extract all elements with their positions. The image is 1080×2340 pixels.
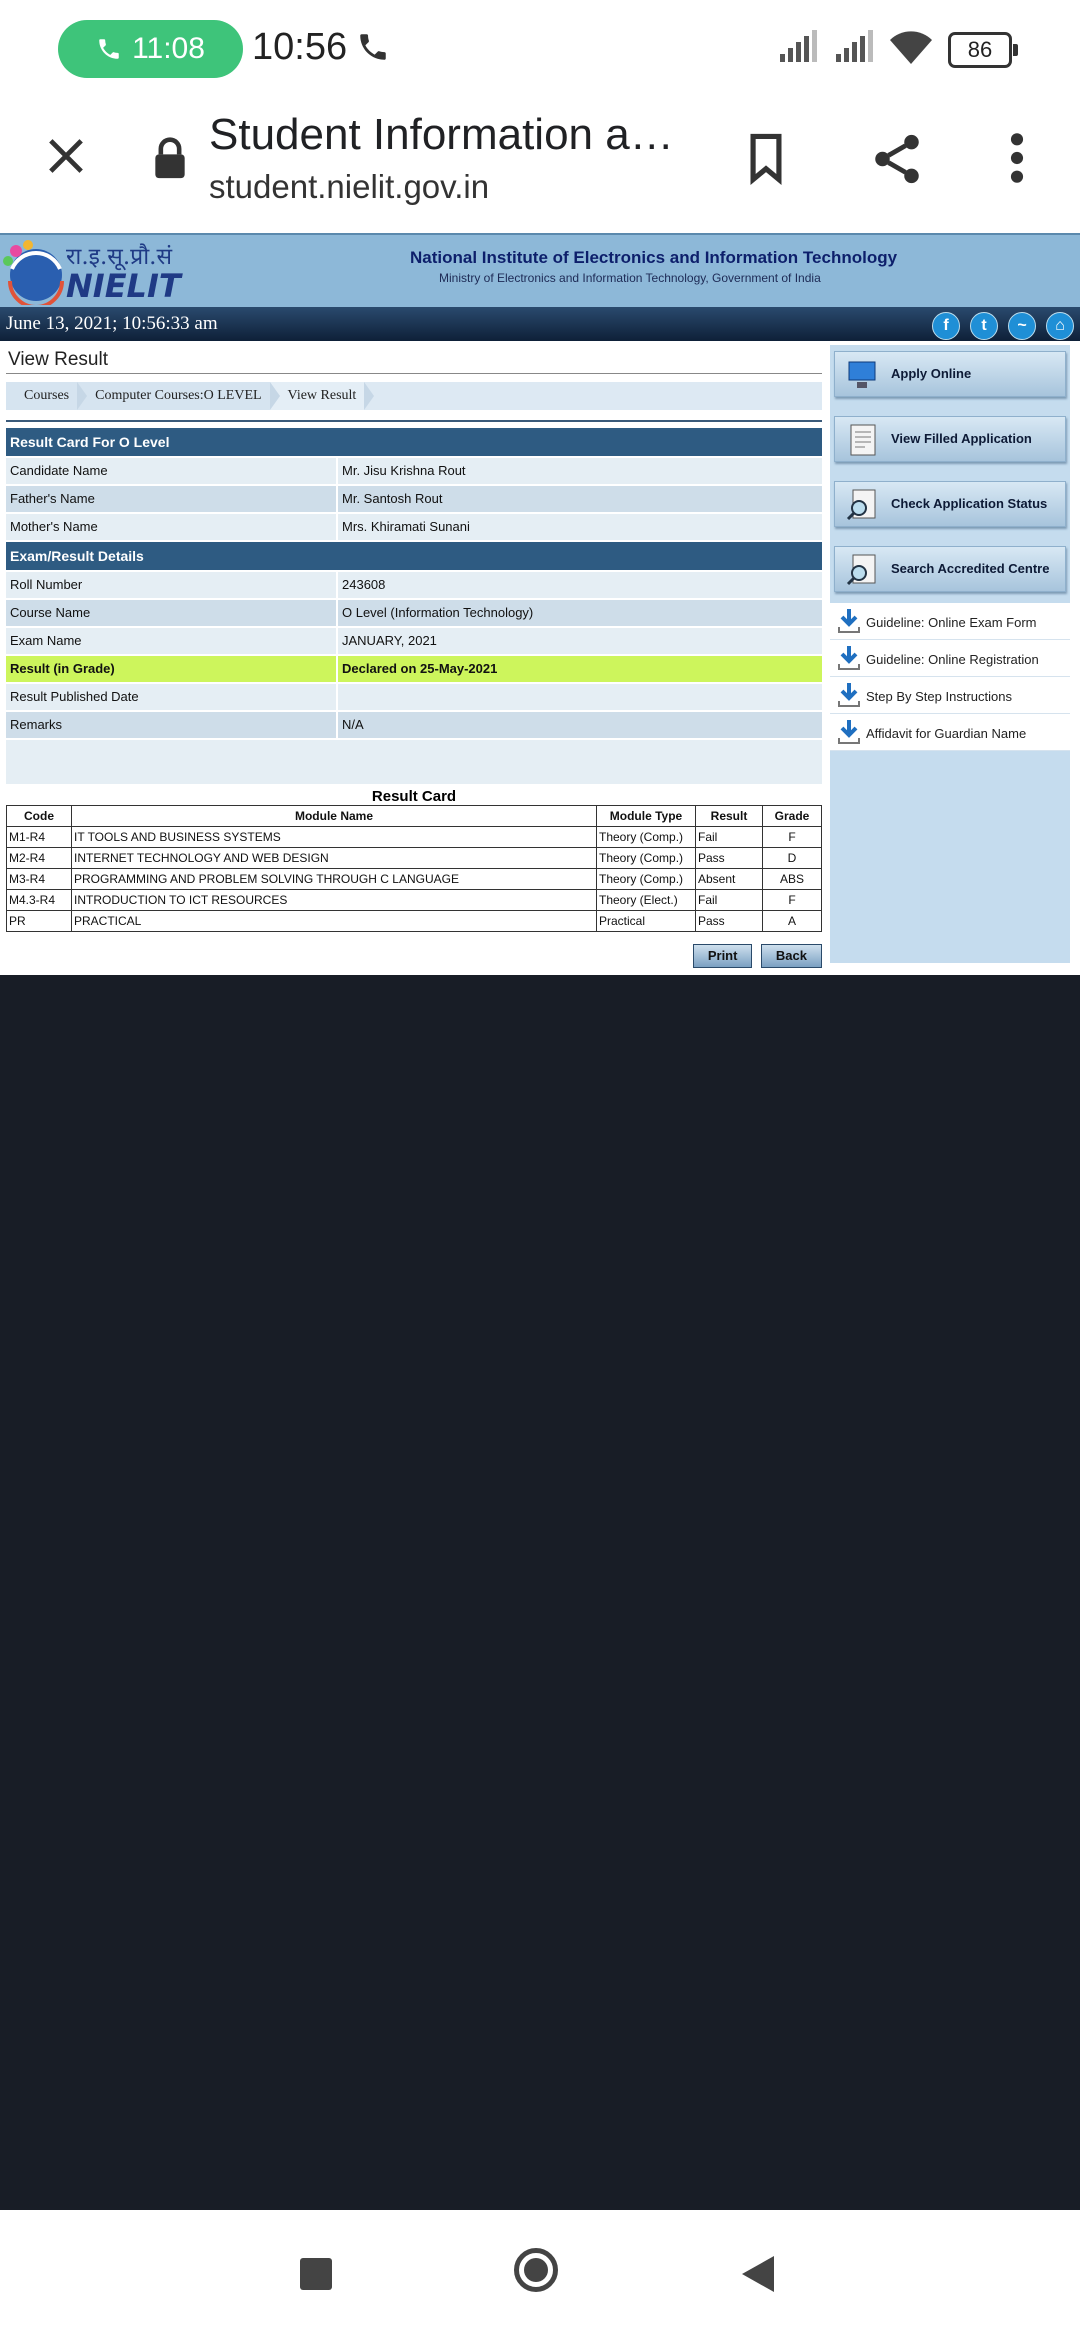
download-link-label: Step By Step Instructions — [866, 689, 1012, 704]
row-label: Exam Name — [10, 633, 82, 648]
more-options-icon[interactable] — [1000, 130, 1034, 186]
back-button[interactable]: Back — [761, 944, 822, 968]
download-link[interactable] — [830, 640, 1070, 677]
spacer-row — [6, 740, 822, 784]
cell-code: M3-R4 — [7, 869, 72, 890]
info-row — [6, 684, 822, 710]
cell-module-name: PROGRAMMING AND PROBLEM SOLVING THROUGH C LANGUAGE — [72, 869, 597, 890]
cell-module-type: Theory (Comp.) — [597, 848, 696, 869]
cell-code: M4.3-R4 — [7, 890, 72, 911]
download-icon — [836, 681, 862, 709]
site-header — [0, 233, 1080, 309]
row-label: Course Name — [10, 605, 91, 620]
phone-icon — [356, 30, 390, 64]
cell-grade: F — [763, 890, 822, 911]
date-bar — [0, 307, 1080, 341]
download-icon — [836, 644, 862, 672]
row-label: Result Published Date — [10, 689, 139, 704]
info-row — [6, 712, 822, 738]
download-link-label: Affidavit for Guardian Name — [866, 726, 1027, 741]
cell-result: Fail — [696, 890, 763, 911]
print-button[interactable]: Print — [693, 944, 753, 968]
sidebar-button-label: Apply Online — [891, 366, 972, 381]
table-row — [7, 890, 822, 911]
clock: 10:56 — [252, 26, 348, 68]
back-nav-button[interactable] — [742, 2256, 774, 2292]
battery-indicator: 86 — [948, 32, 1012, 68]
view-filled-application-button[interactable] — [834, 416, 1066, 462]
call-timer: 11:08 — [132, 32, 205, 65]
breadcrumb-o-level[interactable]: Computer Courses:O LEVEL — [77, 382, 269, 410]
cell-module-type: Theory (Comp.) — [597, 869, 696, 890]
cell-module-type: Theory (Comp.) — [597, 827, 696, 848]
row-label: Remarks — [10, 717, 63, 732]
search-icon — [845, 553, 881, 587]
row-label: Father's Name — [10, 491, 95, 506]
section-heading-exam-details: Exam/Result Details — [6, 542, 822, 570]
facebook-icon[interactable]: f — [932, 312, 960, 340]
web-page — [0, 233, 1080, 975]
sidebar-button-label: Search Accredited Centre — [891, 561, 1050, 576]
row-label: Candidate Name — [10, 463, 108, 478]
cell-module-name: PRACTICAL — [72, 911, 597, 932]
column-header: Module Type — [597, 806, 696, 827]
cell-module-name: IT TOOLS AND BUSINESS SYSTEMS — [72, 827, 597, 848]
column-header: Module Name — [72, 806, 597, 827]
cell-grade: D — [763, 848, 822, 869]
row-label: Mother's Name — [10, 519, 98, 534]
action-buttons — [6, 944, 822, 968]
home-button[interactable] — [514, 2248, 558, 2292]
row-value: Mrs. Khiramati Sunani — [336, 514, 822, 540]
phone-icon — [96, 36, 122, 62]
cell-module-name: INTRODUCTION TO ICT RESOURCES — [72, 890, 597, 911]
download-link-label: Guideline: Online Registration — [866, 652, 1039, 667]
wifi-icon — [888, 30, 934, 66]
status-bar — [0, 0, 1080, 100]
info-row — [6, 600, 822, 626]
download-link[interactable] — [830, 603, 1070, 640]
page-title: Student Information a… — [209, 110, 674, 159]
row-value — [336, 684, 822, 710]
table-row — [7, 869, 822, 890]
row-value: JANUARY, 2021 — [336, 628, 822, 654]
column-header: Code — [7, 806, 72, 827]
download-link[interactable] — [830, 714, 1070, 751]
cell-grade: A — [763, 911, 822, 932]
chart-icon[interactable]: ~ — [1008, 312, 1036, 340]
navigation-bar — [0, 2210, 1080, 2340]
current-datetime: June 13, 2021; 10:56:33 am — [6, 313, 218, 334]
signal-icon — [778, 30, 818, 64]
download-icon — [836, 607, 862, 635]
organization-subtitle: Ministry of Electronics and Information Technology, Government of India — [439, 271, 821, 285]
row-label: Roll Number — [10, 577, 83, 592]
cell-code: PR — [7, 911, 72, 932]
logo-hindi-text: रा.इ.सू.प्रौ.सं — [66, 244, 173, 270]
download-links — [830, 603, 1070, 751]
sidebar-button-label: Check Application Status — [891, 496, 1048, 511]
download-link-label: Guideline: Online Exam Form — [866, 615, 1037, 630]
organization-name: National Institute of Electronics and Information Technology — [410, 248, 898, 267]
magnifier-document-icon — [845, 488, 881, 522]
table-row — [7, 911, 822, 932]
browser-toolbar — [0, 100, 1080, 233]
computer-icon — [845, 358, 881, 392]
cell-grade: ABS — [763, 869, 822, 890]
apply-online-button[interactable] — [834, 351, 1066, 397]
ongoing-call-pill[interactable] — [58, 20, 243, 78]
cell-grade: F — [763, 827, 822, 848]
result-grade-row — [6, 656, 822, 682]
cell-code: M1-R4 — [7, 827, 72, 848]
cell-result: Absent — [696, 869, 763, 890]
search-accredited-centre-button[interactable] — [834, 546, 1066, 592]
table-row — [7, 848, 822, 869]
result-card-table — [6, 805, 822, 932]
close-icon[interactable] — [40, 130, 92, 182]
sidebar — [830, 345, 1070, 963]
cell-result: Pass — [696, 911, 763, 932]
logo-text: NIELIT — [66, 267, 181, 305]
bookmark-icon[interactable] — [740, 130, 792, 186]
info-row — [6, 486, 822, 512]
table-row — [7, 827, 822, 848]
view-result-title: View Result — [6, 345, 822, 374]
row-value: Declared on 25-May-2021 — [336, 656, 822, 682]
check-application-status-button[interactable] — [834, 481, 1066, 527]
cell-result: Pass — [696, 848, 763, 869]
cell-result: Fail — [696, 827, 763, 848]
row-value: 243608 — [336, 572, 822, 598]
breadcrumb — [6, 382, 822, 410]
result-card-title: Result Card — [371, 788, 457, 805]
signal-icon — [834, 30, 874, 64]
info-row — [6, 572, 822, 598]
url-text[interactable]: student.nielit.gov.in — [209, 168, 490, 205]
info-row — [6, 458, 822, 484]
main-content — [6, 345, 822, 968]
info-row — [6, 514, 822, 540]
document-icon — [845, 423, 881, 457]
cell-code: M2-R4 — [7, 848, 72, 869]
download-icon — [836, 718, 862, 746]
section-heading-result-card: Result Card For O Level — [6, 428, 822, 456]
share-icon[interactable] — [868, 130, 926, 188]
divider — [6, 420, 822, 426]
cell-module-name: INTERNET TECHNOLOGY AND WEB DESIGN — [72, 848, 597, 869]
info-row — [6, 628, 822, 654]
row-label: Result (in Grade) — [10, 661, 115, 676]
lock-icon[interactable] — [150, 136, 190, 180]
recent-apps-button[interactable] — [300, 2258, 332, 2290]
download-link[interactable] — [830, 677, 1070, 714]
row-value: Mr. Jisu Krishna Rout — [336, 458, 822, 484]
row-value: O Level (Information Technology) — [336, 600, 822, 626]
twitter-icon[interactable]: t — [970, 312, 998, 340]
breadcrumb-view-result[interactable]: View Result — [270, 382, 365, 410]
row-value: N/A — [336, 712, 822, 738]
cell-module-type: Theory (Elect.) — [597, 890, 696, 911]
breadcrumb-courses[interactable]: Courses — [6, 382, 77, 410]
table-header-row — [7, 806, 822, 827]
cell-module-type: Practical — [597, 911, 696, 932]
column-header: Result — [696, 806, 763, 827]
sidebar-button-label: View Filled Application — [891, 431, 1032, 446]
column-header: Grade — [763, 806, 822, 827]
row-value: Mr. Santosh Rout — [336, 486, 822, 512]
home-icon[interactable]: ⌂ — [1046, 312, 1074, 340]
